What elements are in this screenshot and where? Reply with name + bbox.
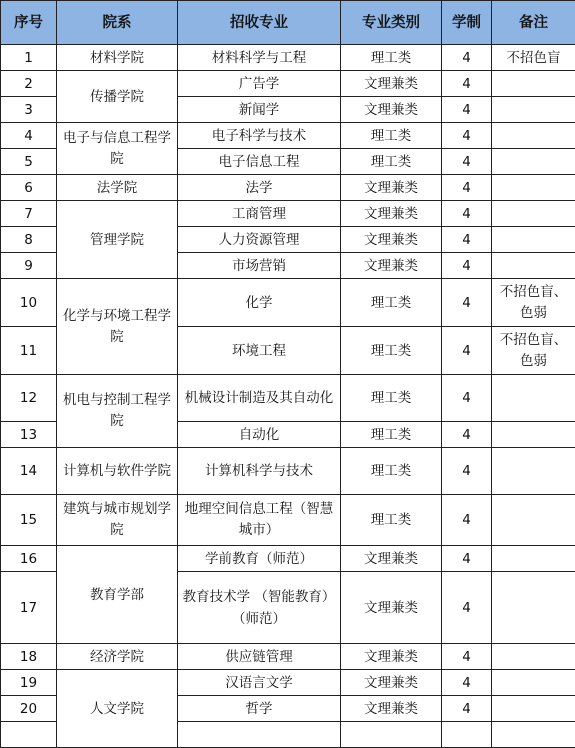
major-cell: 工商管理 [178, 201, 341, 227]
major-cell: 学前教育（师范） [178, 546, 341, 572]
major-cell: 化学 [178, 279, 341, 327]
college-cell: 管理学院 [57, 201, 178, 279]
remarks-cell [492, 375, 575, 422]
serial-cell: 19 [1, 670, 57, 696]
college-cell: 化学与环境工程学院 [57, 279, 178, 375]
serial-cell: 4 [1, 123, 57, 149]
header-college: 院系 [57, 1, 178, 45]
duration-cell: 4 [442, 696, 492, 722]
header-duration: 学制 [442, 1, 492, 45]
major-cell: 哲学 [178, 696, 341, 722]
category-cell: 理工类 [341, 495, 442, 546]
table-row [1, 644, 575, 670]
header-category: 专业类别 [341, 1, 442, 45]
table-row [1, 45, 575, 71]
remarks-cell [492, 448, 575, 495]
major-cell: 计算机科学与技术 [178, 448, 341, 495]
major-cell: 法学 [178, 175, 341, 201]
duration-cell: 4 [442, 279, 492, 327]
serial-cell: 20 [1, 696, 57, 722]
serial-cell: 5 [1, 149, 57, 175]
category-cell: 文理兼类 [341, 696, 442, 722]
duration-cell: 4 [442, 546, 492, 572]
duration-cell: 4 [442, 123, 492, 149]
serial-cell [1, 722, 57, 748]
remarks-cell [492, 495, 575, 546]
header-row [1, 1, 575, 45]
serial-cell: 10 [1, 279, 57, 327]
category-cell: 文理兼类 [341, 572, 442, 644]
category-cell: 文理兼类 [341, 227, 442, 253]
serial-cell: 9 [1, 253, 57, 279]
duration-cell: 4 [442, 149, 492, 175]
major-cell: 电子信息工程 [178, 149, 341, 175]
remarks-cell: 不招色盲、色弱 [492, 279, 575, 327]
duration-cell: 4 [442, 422, 492, 448]
remarks-cell [492, 175, 575, 201]
major-cell: 人力资源管理 [178, 227, 341, 253]
major-cell: 供应链管理 [178, 644, 341, 670]
college-cell: 机电与控制工程学院 [57, 375, 178, 448]
remarks-cell: 不招色盲、色弱 [492, 327, 575, 375]
category-cell: 理工类 [341, 422, 442, 448]
table-row [1, 448, 575, 495]
major-cell: 材料科学与工程 [178, 45, 341, 71]
table-row [1, 375, 575, 422]
college-cell: 计算机与软件学院 [57, 448, 178, 495]
serial-cell: 14 [1, 448, 57, 495]
category-cell: 文理兼类 [341, 71, 442, 97]
college-cell: 材料学院 [57, 45, 178, 71]
major-cell: 汉语言文学 [178, 670, 341, 696]
remarks-cell: 不招色盲 [492, 45, 575, 71]
serial-cell: 16 [1, 546, 57, 572]
duration-cell: 4 [442, 45, 492, 71]
serial-cell: 17 [1, 572, 57, 644]
table-row [1, 279, 575, 327]
category-cell: 理工类 [341, 123, 442, 149]
table-row [1, 123, 575, 149]
header-remarks: 备注 [492, 1, 575, 45]
duration-cell: 4 [442, 572, 492, 644]
college-cell: 经济学院 [57, 644, 178, 670]
category-cell: 文理兼类 [341, 97, 442, 123]
category-cell: 理工类 [341, 375, 442, 422]
duration-cell: 4 [442, 375, 492, 422]
category-cell: 文理兼类 [341, 201, 442, 227]
college-cell: 电子与信息工程学院 [57, 123, 178, 175]
major-cell: 新闻学 [178, 97, 341, 123]
remarks-cell [492, 422, 575, 448]
college-cell: 法学院 [57, 175, 178, 201]
serial-cell: 3 [1, 97, 57, 123]
serial-cell: 1 [1, 45, 57, 71]
remarks-cell [492, 149, 575, 175]
major-cell: 自动化 [178, 422, 341, 448]
serial-cell: 7 [1, 201, 57, 227]
college-cell: 人文学院 [57, 670, 178, 748]
major-cell [178, 722, 341, 748]
remarks-cell [492, 123, 575, 149]
duration-cell: 4 [442, 327, 492, 375]
category-cell: 理工类 [341, 149, 442, 175]
serial-cell: 11 [1, 327, 57, 375]
category-cell: 文理兼类 [341, 253, 442, 279]
remarks-cell [492, 253, 575, 279]
duration-cell: 4 [442, 97, 492, 123]
duration-cell: 4 [442, 175, 492, 201]
header-serial-number: 序号 [1, 1, 57, 45]
major-cell: 教育技术学 （智能教育）（师范） [178, 572, 341, 644]
table-row [1, 670, 575, 696]
duration-cell [442, 722, 492, 748]
remarks-cell [492, 71, 575, 97]
category-cell: 理工类 [341, 448, 442, 495]
remarks-cell [492, 722, 575, 748]
duration-cell: 4 [442, 253, 492, 279]
remarks-cell [492, 670, 575, 696]
category-cell: 文理兼类 [341, 644, 442, 670]
college-cell: 建筑与城市规划学院 [57, 495, 178, 546]
duration-cell: 4 [442, 644, 492, 670]
major-cell: 广告学 [178, 71, 341, 97]
category-cell: 文理兼类 [341, 175, 442, 201]
table-row [1, 175, 575, 201]
duration-cell: 4 [442, 670, 492, 696]
duration-cell: 4 [442, 201, 492, 227]
college-cell: 传播学院 [57, 71, 178, 123]
serial-cell: 8 [1, 227, 57, 253]
serial-cell: 12 [1, 375, 57, 422]
major-cell: 机械设计制造及其自动化 [178, 375, 341, 422]
header-major: 招收专业 [178, 1, 341, 45]
table-row [1, 71, 575, 97]
category-cell: 理工类 [341, 279, 442, 327]
remarks-cell [492, 227, 575, 253]
serial-cell: 18 [1, 644, 57, 670]
major-cell: 环境工程 [178, 327, 341, 375]
table-row [1, 495, 575, 546]
table-row [1, 546, 575, 572]
duration-cell: 4 [442, 495, 492, 546]
remarks-cell [492, 696, 575, 722]
category-cell [341, 722, 442, 748]
remarks-cell [492, 201, 575, 227]
remarks-cell [492, 546, 575, 572]
table-row [1, 201, 575, 227]
remarks-cell [492, 572, 575, 644]
category-cell: 理工类 [341, 45, 442, 71]
duration-cell: 4 [442, 71, 492, 97]
serial-cell: 2 [1, 71, 57, 97]
duration-cell: 4 [442, 448, 492, 495]
serial-cell: 15 [1, 495, 57, 546]
major-cell: 地理空间信息工程（智慧城市） [178, 495, 341, 546]
serial-cell: 6 [1, 175, 57, 201]
serial-cell: 13 [1, 422, 57, 448]
category-cell: 文理兼类 [341, 546, 442, 572]
category-cell: 理工类 [341, 327, 442, 375]
category-cell: 文理兼类 [341, 670, 442, 696]
college-cell: 教育学部 [57, 546, 178, 644]
major-cell: 市场营销 [178, 253, 341, 279]
remarks-cell [492, 97, 575, 123]
remarks-cell [492, 644, 575, 670]
major-cell: 电子科学与技术 [178, 123, 341, 149]
duration-cell: 4 [442, 227, 492, 253]
